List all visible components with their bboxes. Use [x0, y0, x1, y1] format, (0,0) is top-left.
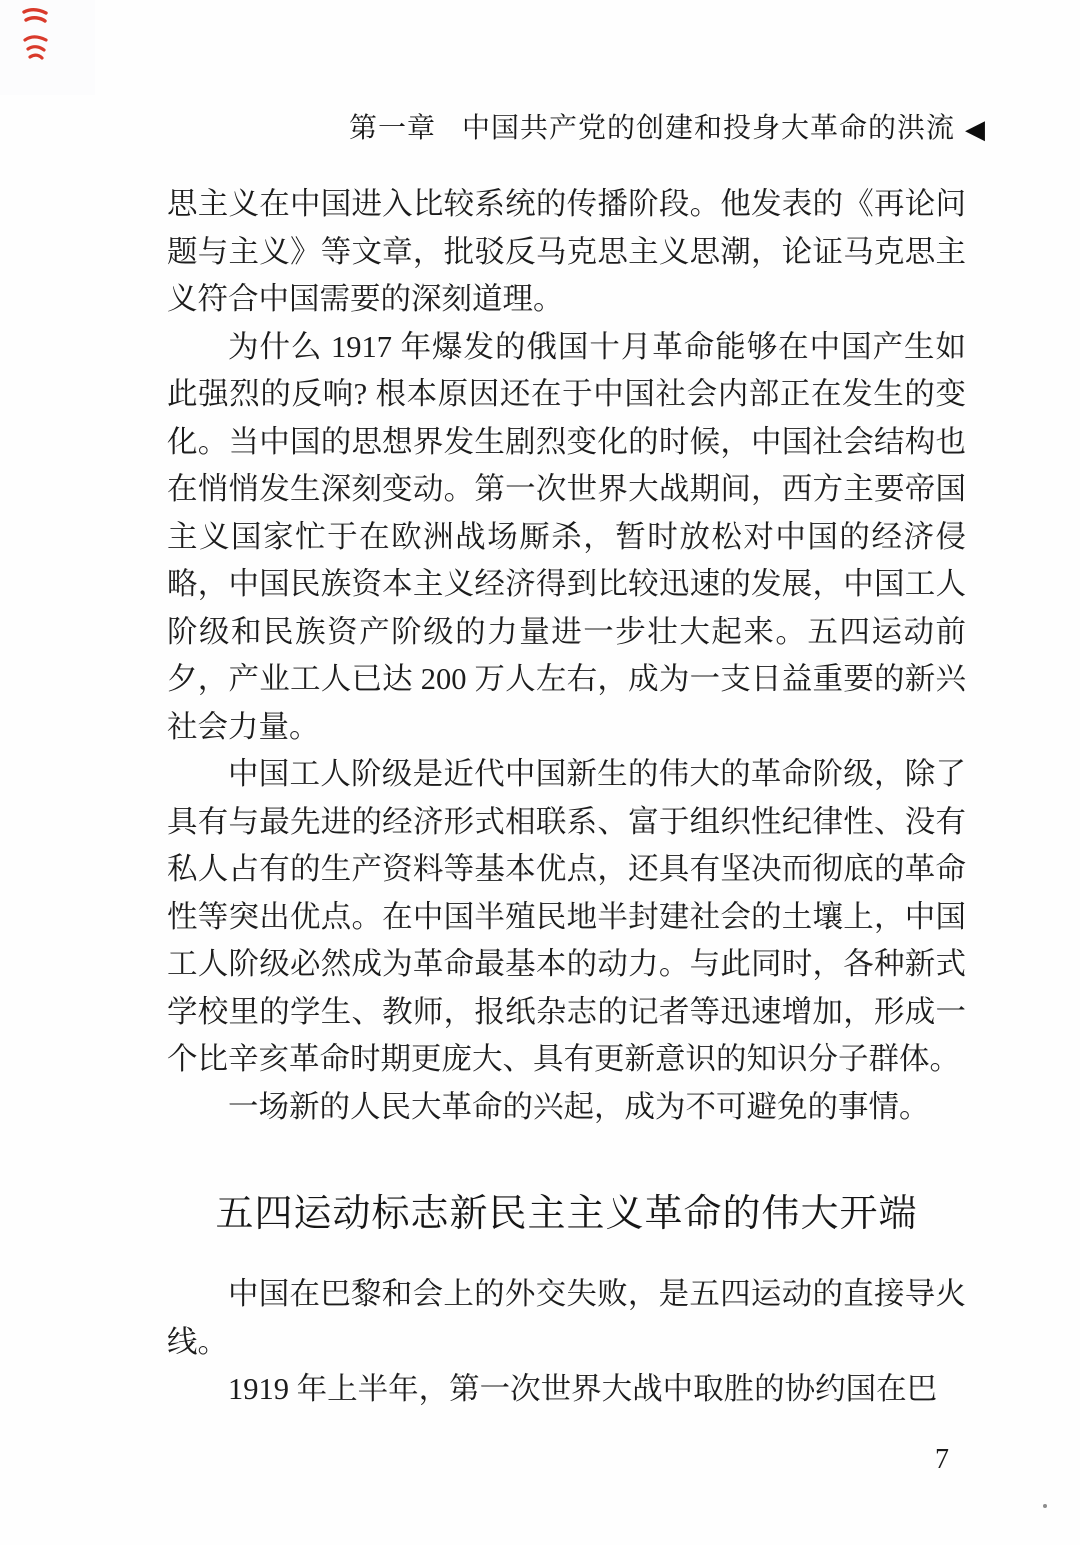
paragraph: 思主义在中国进入比较系统的传播阶段。他发表的《再论问题与主义》等文章，批驳反马克思主义思潮，论证马克思主义符合中国需要的深刻道理。	[167, 187, 966, 316]
paragraph: 为什么 1917 年爆发的俄国十月革命能够在中国产生如此强烈的反响? 根本原因还在于中国社会内部正在发生的变化。当中国的思想界发生剧烈变化的时候，中国社会结构也在悄悄发生深刻变动。第一次世界大战期间，西方主要帝国主义国家忙于在欧洲战场厮杀，暂时放松对中国的经济侵略，中国民族资本主义经济得到比较迅速的发展，中国工人阶级和民族资产阶级的力量进一步壮大起来。五四运动前夕，产业工人已达 200 万人左右，成为一支日益重要的新兴社会力量。	[167, 329, 966, 744]
paragraph: 中国工人阶级是近代中国新生的伟大的革命阶级，除了具有与最先进的经济形式相联系、富于组织性纪律性、没有私人占有的生产资料等基本优点，还具有坚决而彻底的革命性等突出优点。在中国半殖民地半封建社会的土壤上，中国工人阶级必然成为革命最基本的动力。与此同时，各种新式学校里的学生、教师，报纸杂志的记者等迅速增加，形成一个比辛亥革命时期更庞大、具有更新意识的知识分子群体。	[167, 757, 966, 1076]
paragraph: 一场新的人民大革命的兴起，成为不可避免的事情。	[228, 1089, 930, 1124]
section-heading: 五四运动标志新民主主义革命的伟大开端	[215, 1193, 918, 1235]
paragraph: 中国在巴黎和会上的外交失败，是五四运动的直接导火线。	[167, 1277, 966, 1359]
chapter-number: 第一章	[348, 113, 436, 144]
paragraph: 1919 年上半年，第一次世界大战中取胜的协约国在巴	[228, 1372, 938, 1406]
page-number: 7	[935, 1444, 949, 1475]
scan-speck	[1043, 1504, 1047, 1508]
running-header	[160, 112, 986, 146]
chapter-title: 中国共产党的创建和投身大革命的洪流	[461, 113, 955, 144]
left-triangle-icon: ◀	[965, 115, 986, 145]
page-body	[167, 181, 966, 1414]
red-scribble-marks-icon	[20, 4, 50, 62]
